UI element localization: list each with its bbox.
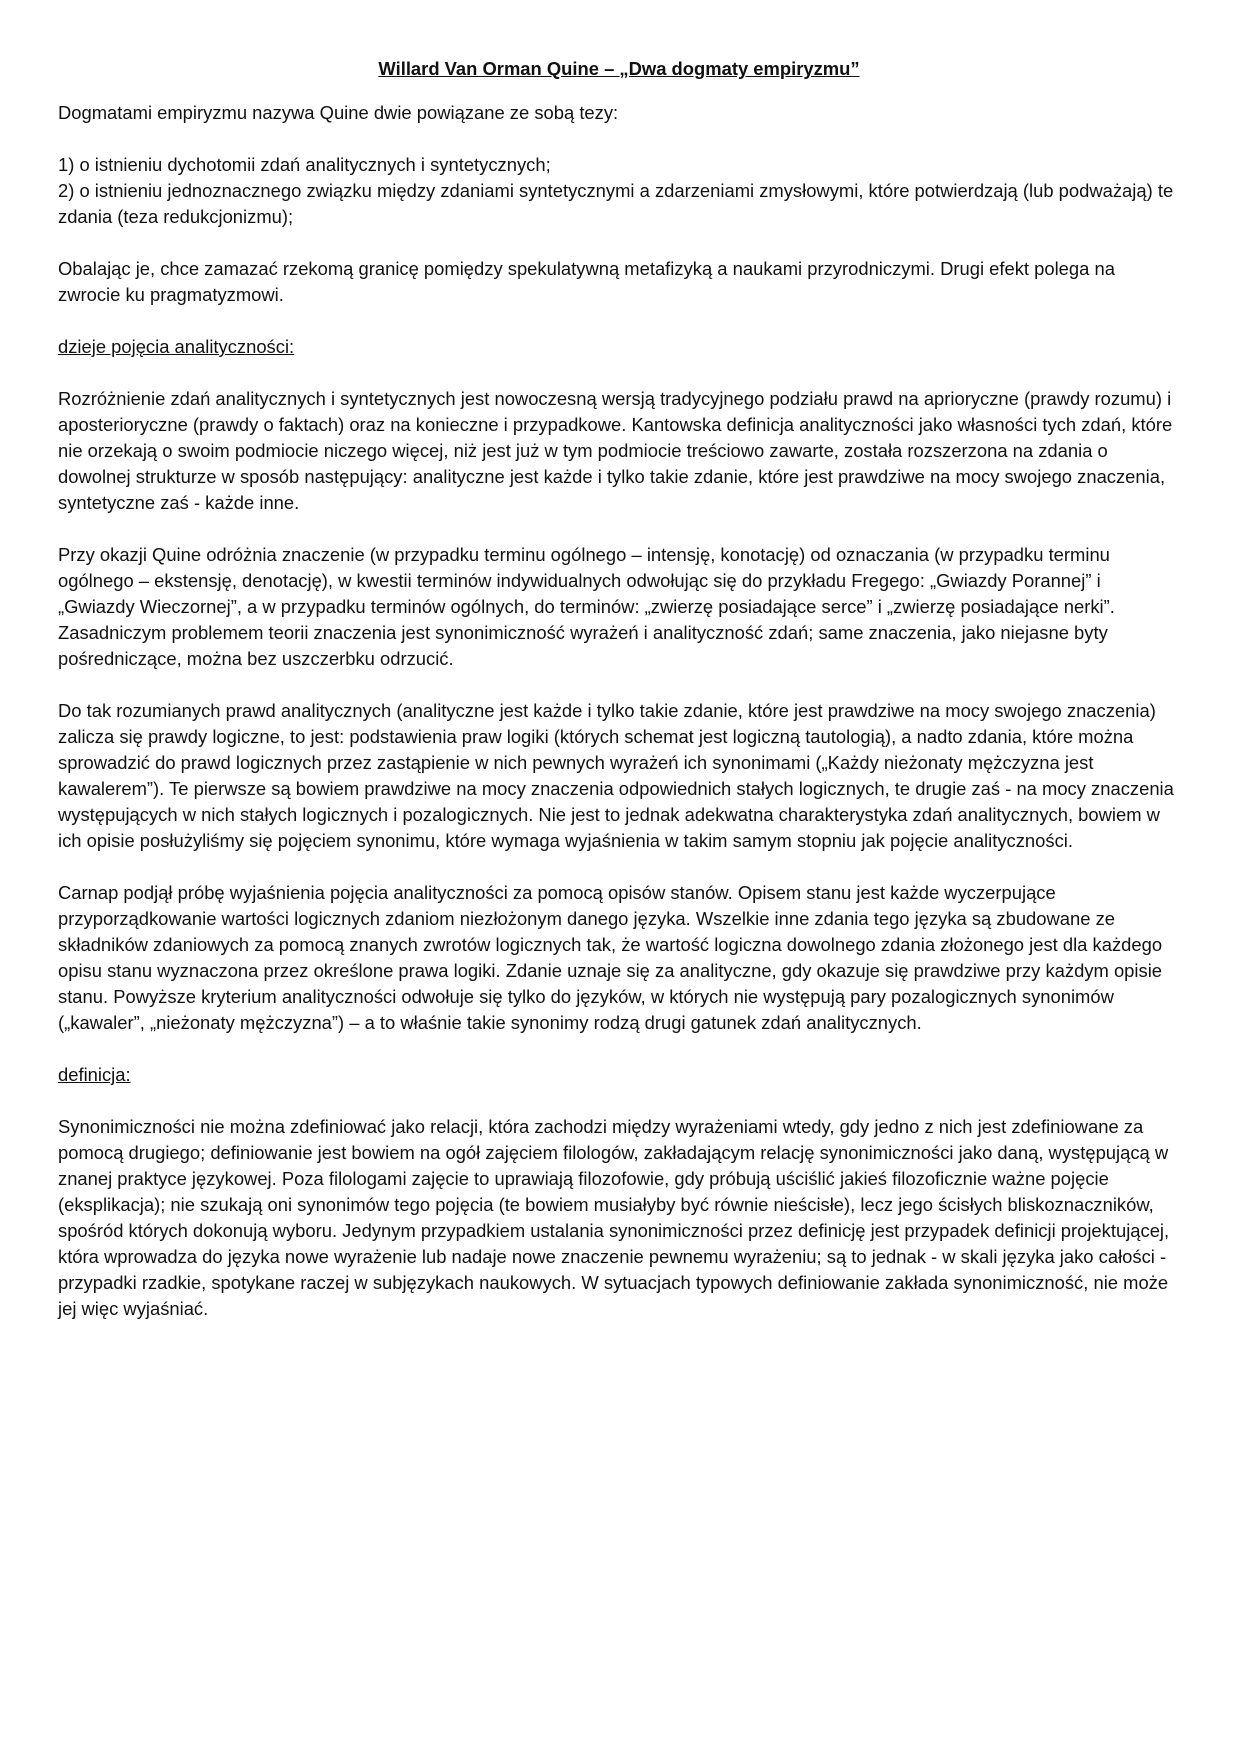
paragraph: Przy okazji Quine odróżnia znaczenie (w przypadku terminu ogólnego – intensję, konotację) od oznaczania (w przypadku terminu ogólnego – ekstensję, denotację), w kwestii terminów indywidualnych odwołując się do przykładu Fregego: „Gwiazdy Porannej” i „Gwiazdy Wieczornej”, a w przypadku terminów ogólnych, do terminów: „zwierzę posiadające serce” i „zwierzę posiadające nerki”. Zasadniczym problemem teorii znaczenia jest synonimiczność wyrażeń i analityczność zdań; same znaczenia, jako niejasne byty pośredniczące, można bez uszczerbku odrzucić.	[58, 544, 1115, 669]
paragraph: Rozróżnienie zdań analitycznych i syntetycznych jest nowoczesną wersją tradycyjnego podziału prawd na aprioryczne (prawdy rozumu) i aposterioryczne (prawdy o faktach) oraz na konieczne i przypadkowe. Kantowska definicja analityczności jako własności tych zdań, które nie orzekają o swoim podmiocie niczego więcej, niż jest już w tym podmiocie treściowo zawarte, została rozszerzona na zdania o dowolnej strukturze w sposób następujący: analityczne jest każde i tylko takie zdanie, które jest prawdziwe na mocy swojego znaczenia, syntetyczne zaś - każde inne.	[58, 388, 1173, 513]
document-page	[58, 56, 1180, 1348]
paragraph: Carnap podjął próbę wyjaśnienia pojęcia analityczności za pomocą opisów stanów. Opisem stanu jest każde wyczerpujące przyporządkowanie wartości logicznych zdaniom niezłożonym danego języka. Wszelkie inne zdania tego języka są zbudowane ze składników zdaniowych za pomocą znanych zwrotów logicznych tak, że wartość logiczna dowolnego zdania złożonego jest dla każdego opisu stanu wyznaczona przez określone prawa logiki. Zdanie uznaje się za analityczne, gdy okazuje się prawdziwe przy każdym opisie stanu. Powyższe kryterium analityczności odwołuje się tylko do języków, w których nie występują pary pozalogicznych synonimów („kawaler”, „nieżonaty mężczyzna”) – a to właśnie takie synonimy rodzą drugi gatunek zdań analitycznych.	[58, 882, 1163, 1033]
intro-paragraph: Dogmatami empiryzmu nazywa Quine dwie powiązane ze sobą tezy:	[58, 102, 619, 123]
thesis-item: 2) o istnieniu jednoznacznego związku między zdaniami syntetycznymi a zdarzeniami zmysłowymi, które potwierdzają (lub podważają) te zdania (teza redukcjonizmu);	[58, 180, 1174, 227]
section-heading-analyticity-history: dzieje pojęcia analityczności:	[58, 336, 295, 357]
paragraph: Obalając je, chce zamazać rzekomą granicę pomiędzy spekulatywną metafizyką a naukami przyrodniczymi. Drugi efekt polega na zwrocie ku pragmatyzmowi.	[58, 258, 1115, 305]
paragraph: Synonimiczności nie można zdefiniować jako relacji, która zachodzi między wyrażeniami wtedy, gdy jedno z nich jest zdefiniowane za pomocą drugiego; definiowanie jest bowiem na ogół zajęciem filologów, zakładającym relację synonimiczności jako daną, występującą w znanej praktyce językowej. Poza filologami zajęcie to uprawiają filozofowie, gdy próbują uściślić jakieś filozoficznie ważne pojęcie (eksplikacja); nie szukają oni synonimów tego pojęcia (te bowiem musiałyby być równie nieścisłe), lecz jego ścisłych bliskoznaczników, spośród których dokonują wyboru. Jedynym przypadkiem ustalania synonimiczności przez definicję jest przypadek definicji projektującej, która wprowadza do języka nowe wyrażenie lub nadaje nowe znaczenie pewnemu wyrażeniu; są to jednak - w skali języka jako całości - przypadki rzadkie, spotykane raczej w subjęzykach naukowych. W sytuacjach typowych definiowanie zakłada synonimiczność, nie może jej więc wyjaśniać.	[58, 1116, 1170, 1319]
document-title: Willard Van Orman Quine – „Dwa dogmaty empiryzmu”	[378, 58, 860, 79]
paragraph: Do tak rozumianych prawd analitycznych (analityczne jest każde i tylko takie zdanie, które jest prawdziwe na mocy swojego znaczenia) zalicza się prawdy logiczne, to jest: podstawienia praw logiki (których schemat jest logiczną tautologią), a nadto zdania, które można sprowadzić do prawd logicznych przez zastąpienie w nich pewnych wyrażeń ich synonimami („Każdy nieżonaty mężczyzna jest kawalerem”). Te pierwsze są bowiem prawdziwe na mocy znaczenia odpowiednich stałych logicznych, te drugie zaś - na mocy znaczenia występujących w nich stałych logicznych i pozalogicznych. Nie jest to jednak adekwatna charakterystyka zdań analitycznych, bowiem w ich opisie posłużyliśmy się pojęciem synonimu, które wymaga wyjaśnienia w takim samym stopniu jak pojęcie analityczności.	[58, 700, 1174, 851]
theses-list	[58, 152, 1180, 230]
thesis-item: 1) o istnieniu dychotomii zdań analitycznych i syntetycznych;	[58, 154, 551, 175]
section-heading-definition: definicja:	[58, 1064, 131, 1085]
